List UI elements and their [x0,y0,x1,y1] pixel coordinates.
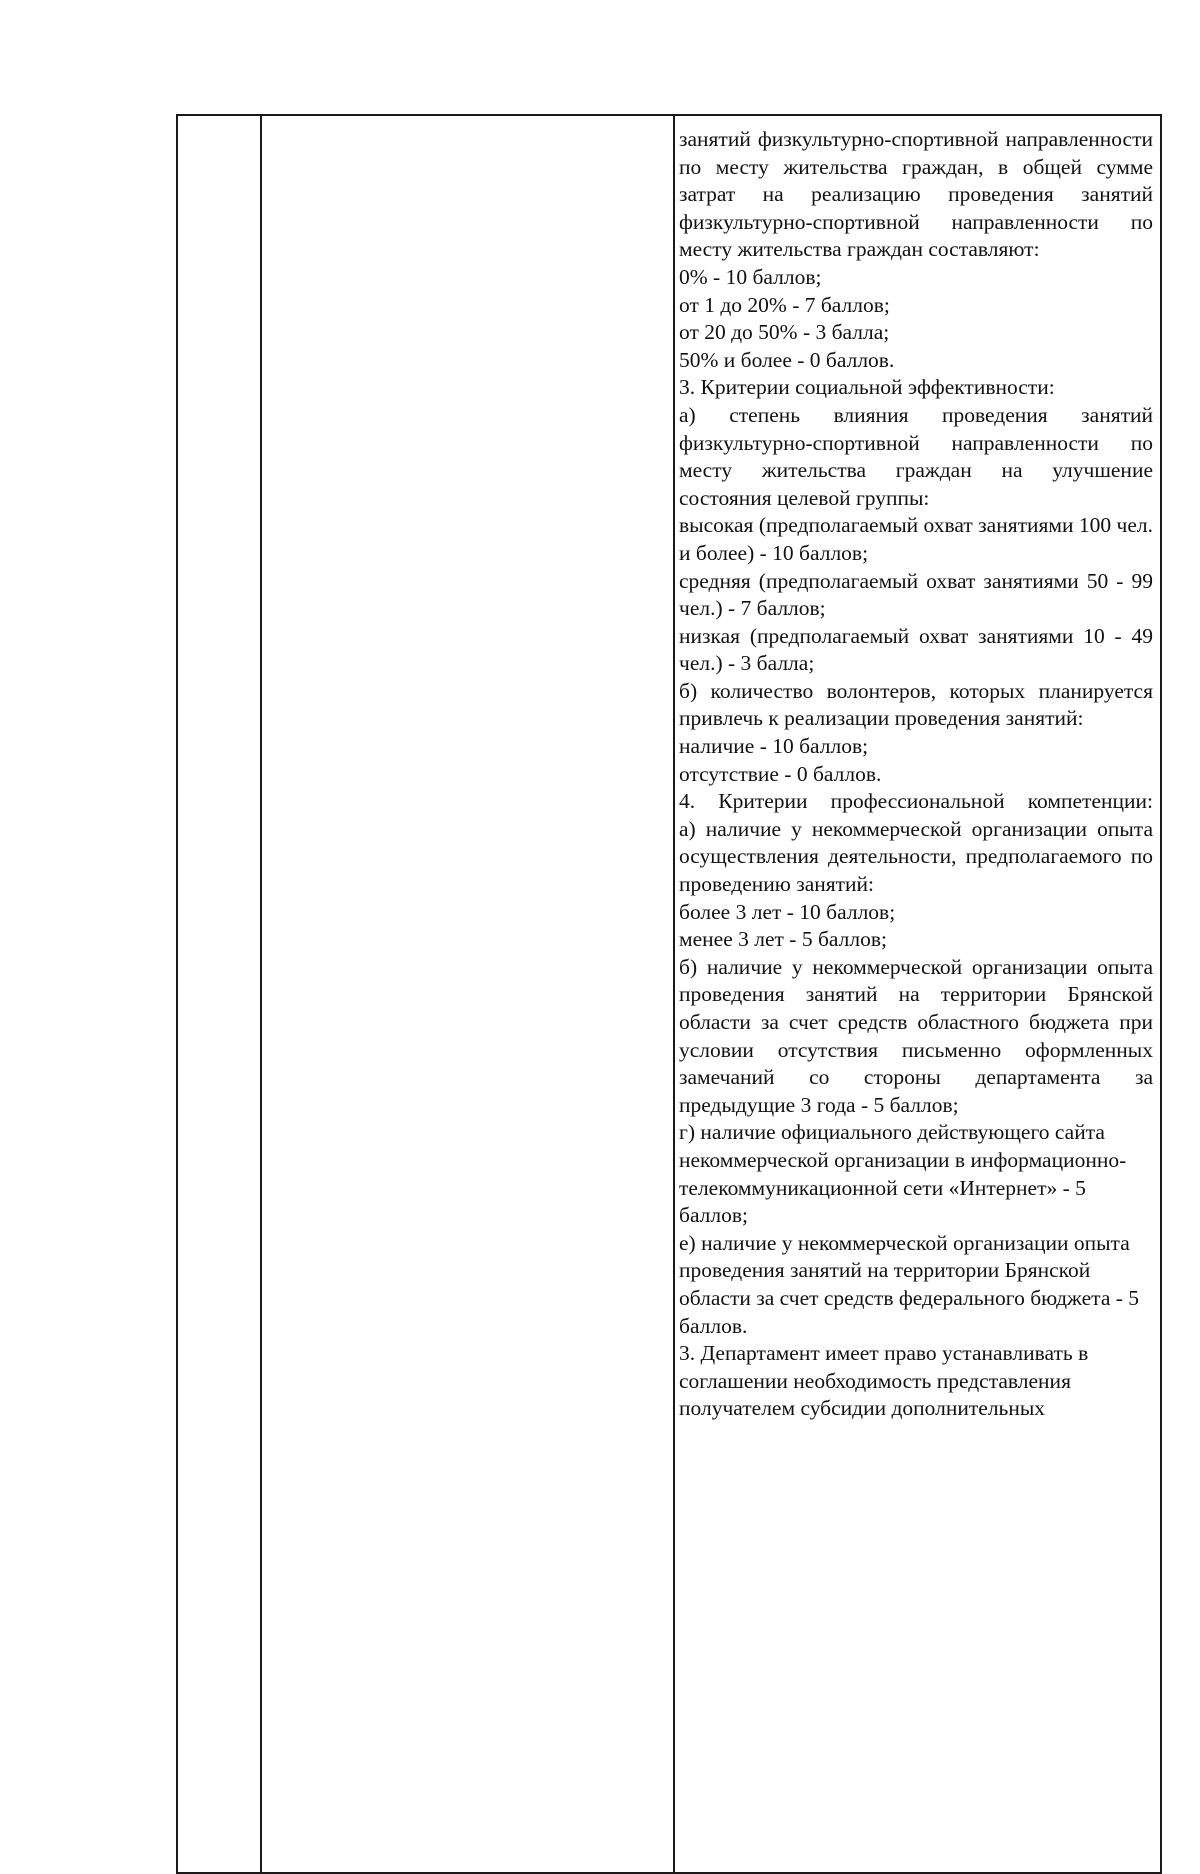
text-line: 50% и более - 0 баллов. [679,347,895,372]
column-divider-2 [673,114,675,1874]
text-line: низкая (предполагаемый охват занятиями 10 - 49 чел.) - 3 балла; [679,623,1153,676]
text-line: высокая (предполагаемый охват занятиями 100 чел. и более) - 10 баллов; [679,513,1153,565]
section-heading: 3. Критерии социальной эффективности: [679,375,1055,400]
text-line: г) наличие официального действующего сайта некоммерческой организации в информационно-телекоммуникационной сети «Интернет» - 5 баллов; [679,1120,1127,1228]
text-line: 0% - 10 баллов; [679,264,822,289]
text-line: от 20 до 50% - 3 балла; [679,320,890,345]
text-line: наличие - 10 баллов; [679,734,869,759]
text-line: б) количество волонтеров, которых планируется привлечь к реализации проведения занятий: [679,678,1153,731]
text-line: е) наличие у некоммерческой организации опыта проведения занятий на территории Брянской области за счет средств федерального бюджета - 5 баллов. [679,1230,1140,1338]
section-heading: 4. Критерии профессиональной компетенции: [679,789,1153,814]
text-line: средняя (предполагаемый охват занятиями 50 - 99 чел.) - 7 баллов; [679,568,1153,621]
text-line: более 3 лет - 10 баллов; [679,899,896,924]
text-line: а) степень влияния проведения занятий физкультурно-спортивной направленности по месту жительства граждан на улучшение состояния целевой группы: [679,402,1153,510]
column-divider-1 [260,114,262,1874]
text-line: а) наличие у некоммерческой организации опыта осуществления деятельности, предполагаемого по проведению занятий: [679,816,1153,897]
text-line: отсутствие - 0 баллов. [679,761,882,786]
criteria-table [176,114,1162,1874]
text-line: менее 3 лет - 5 баллов; [679,927,887,952]
section-heading: 3. Департамент имеет право устанавливать в соглашении необходимость представления получателем субсидии дополнительных [679,1341,1089,1421]
text-line: занятий физкультурно-спортивной направленности по месту жительства граждан, в общей сумме затрат на реализацию проведения занятий физкультурно-спортивной направленности по месту жительства граждан составляют: [679,127,1153,262]
text-line: от 1 до 20% - 7 баллов; [679,292,890,317]
criteria-text-cell [679,126,1153,1423]
text-line: б) наличие у некоммерческой организации опыта проведения занятий на территории Брянской области за счет средств областного бюджета при условии отсутствия письменно оформленных замечаний со стороны департамента за предыдущие 3 года - 5 баллов; [679,954,1153,1117]
